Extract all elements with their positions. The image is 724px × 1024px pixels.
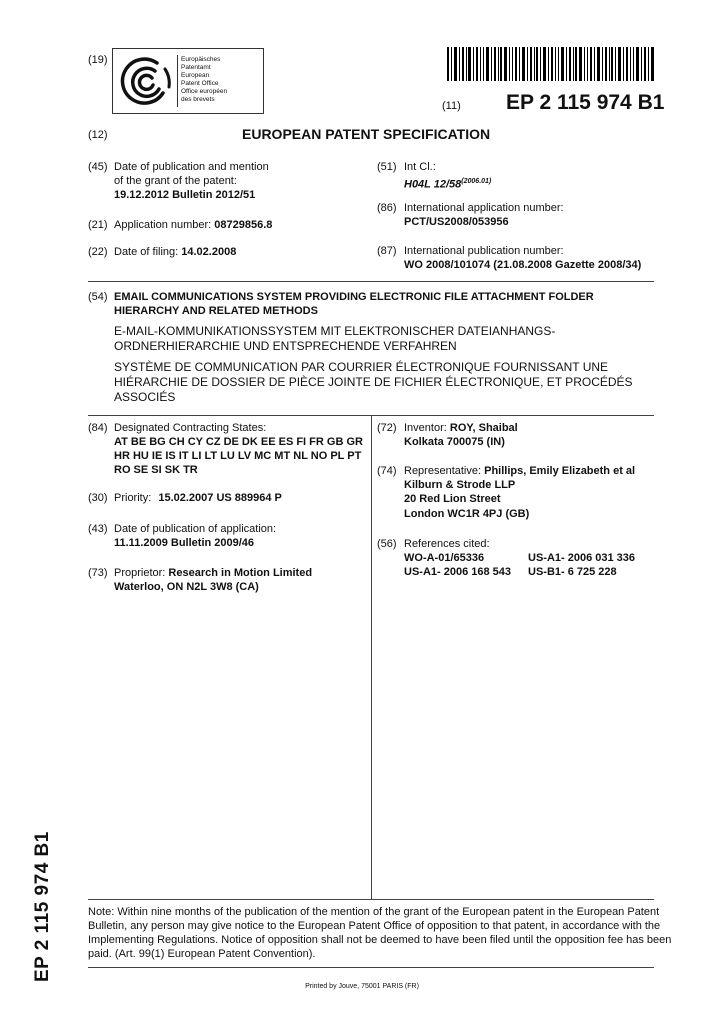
code-43: (43) bbox=[88, 523, 108, 535]
filing-date-label: Date of filing: bbox=[114, 246, 179, 258]
reference-cited: US-A1- 2006 031 336 bbox=[528, 552, 636, 564]
intl-application-label: International application number: bbox=[404, 202, 564, 214]
priority-value: 15.02.2007 US 889964 P bbox=[158, 492, 282, 504]
code-19: (19) bbox=[88, 54, 108, 66]
opposition-note-line: paid. (Art. 99(1) European Patent Convention). bbox=[88, 948, 316, 960]
reference-cited: US-A1- 2006 168 543 bbox=[404, 566, 512, 578]
code-45: (45) bbox=[88, 161, 108, 173]
code-30: (30) bbox=[88, 492, 108, 504]
application-publication-label: Date of publication of application: bbox=[114, 523, 277, 535]
code-54: (54) bbox=[88, 291, 108, 303]
int-cl-value: H04L 12/58 bbox=[404, 178, 462, 191]
epo-logo-icon bbox=[119, 53, 177, 111]
priority-label: Priority: bbox=[114, 492, 152, 504]
code-87: (87) bbox=[377, 245, 397, 257]
office-name-line: European bbox=[181, 72, 210, 79]
code-11: (11) bbox=[442, 100, 461, 112]
representative-address-line: 20 Red Lion Street bbox=[404, 493, 501, 505]
printer-footer: Printed by Jouve, 75001 PARIS (FR) bbox=[305, 983, 419, 990]
designated-states-label: Designated Contracting States: bbox=[114, 422, 267, 434]
code-12: (12) bbox=[88, 129, 108, 141]
divider bbox=[88, 899, 654, 900]
divider bbox=[88, 967, 654, 968]
grant-mention-label: Date of publication and mention bbox=[114, 161, 269, 173]
filing-date: 14.02.2008 bbox=[181, 246, 237, 258]
application-number-label: Application number: bbox=[114, 219, 212, 231]
designated-states-line: AT BE BG CH CY CZ DE DK EE ES FI FR GB GR bbox=[114, 436, 363, 448]
application-number: 08729856.8 bbox=[214, 219, 273, 231]
representative-label: Representative: bbox=[404, 465, 482, 477]
epo-logo bbox=[112, 48, 264, 114]
designated-states-line: HR HU IE IS IT LI LT LU LV MC MT NL NO PL PT bbox=[114, 450, 362, 462]
opposition-note-line: Bulletin, any person may give notice to the European Patent Office of opposition to that patent, in accordance with the bbox=[88, 920, 661, 932]
representative-address-line: Kilburn & Strode LLP bbox=[404, 479, 516, 491]
title-de-line: ORDNERHIERARCHIE UND ENTSPRECHENDE VERFAHREN bbox=[114, 339, 457, 353]
code-72: (72) bbox=[377, 422, 397, 434]
representative-name: Phillips, Emily Elizabeth et al bbox=[484, 465, 636, 477]
reference-cited: WO-A-01/65336 bbox=[404, 552, 485, 564]
title-en-line: EMAIL COMMUNICATIONS SYSTEM PROVIDING ELECTRONIC FILE ATTACHMENT FOLDER bbox=[114, 291, 594, 303]
int-cl-version: (2006.01) bbox=[461, 178, 492, 185]
int-cl-label: Int Cl.: bbox=[404, 161, 436, 173]
code-74: (74) bbox=[377, 465, 397, 477]
opposition-note-line: Note: Within nine months of the publication of the mention of the grant of the European patent in the European Patent bbox=[88, 906, 660, 918]
inventor-name: ROY, Shaibal bbox=[449, 422, 518, 434]
divider bbox=[88, 281, 654, 282]
intl-publication-label: International publication number: bbox=[404, 245, 564, 257]
title-fr-line: SYSTÈME DE COMMUNICATION PAR COURRIER ÉLECTRONIQUE FOURNISSANT UNE bbox=[114, 360, 609, 374]
document-title: EUROPEAN PATENT SPECIFICATION bbox=[242, 126, 491, 142]
code-73: (73) bbox=[88, 567, 108, 579]
proprietor-name: Research in Motion Limited bbox=[168, 567, 313, 579]
title-fr-line: HIÉRARCHIE DE DOSSIER DE PIÈCE JOINTE DE FICHIER ÉLECTRONIQUE, ET PROCÉDÉS bbox=[114, 375, 633, 389]
code-56: (56) bbox=[377, 538, 397, 550]
representative-address-line: London WC1R 4PJ (GB) bbox=[404, 508, 530, 520]
office-name-line: Patent Office bbox=[181, 80, 219, 87]
grant-date-bulletin: 19.12.2012 Bulletin 2012/51 bbox=[114, 189, 256, 201]
barcode bbox=[447, 47, 655, 81]
reference-cited: US-B1- 6 725 228 bbox=[528, 566, 617, 578]
application-publication-value: 11.11.2009 Bulletin 2009/46 bbox=[114, 537, 255, 549]
inventor-address: Kolkata 700075 (IN) bbox=[404, 436, 505, 448]
code-86: (86) bbox=[377, 202, 397, 214]
code-22: (22) bbox=[88, 246, 108, 258]
side-publication-number: EP 2 115 974 B1 bbox=[32, 831, 53, 982]
proprietor-label: Proprietor: bbox=[114, 567, 166, 579]
opposition-note-line: Implementing Regulations. Notice of opposition shall not be deemed to have been filed until the opposition fee has been bbox=[88, 934, 672, 946]
title-en-line: HIERARCHY AND RELATED METHODS bbox=[114, 305, 318, 317]
office-name-line: Europäisches bbox=[181, 56, 221, 63]
title-de-line: E-MAIL-KOMMUNIKATIONSSYSTEM MIT ELEKTRONISCHER DATEIANHANGS- bbox=[114, 324, 556, 338]
code-84: (84) bbox=[88, 422, 108, 434]
publication-number: EP 2 115 974 B1 bbox=[506, 91, 665, 114]
references-label: References cited: bbox=[404, 538, 490, 550]
code-51: (51) bbox=[377, 161, 397, 173]
title-fr-line: ASSOCIÉS bbox=[114, 390, 176, 404]
office-name-line: Office européen bbox=[181, 88, 228, 95]
inventor-label: Inventor: bbox=[404, 422, 447, 434]
proprietor-address: Waterloo, ON N2L 3W8 (CA) bbox=[114, 581, 259, 593]
office-name-line: des brevets bbox=[181, 96, 215, 103]
designated-states-line: RO SE SI SK TR bbox=[114, 464, 198, 476]
intl-publication-number: WO 2008/101074 (21.08.2008 Gazette 2008/34) bbox=[404, 259, 642, 271]
code-21: (21) bbox=[88, 219, 108, 231]
column-divider bbox=[371, 415, 372, 899]
grant-mention-label-2: of the grant of the patent: bbox=[114, 175, 237, 187]
office-name-line: Patentamt bbox=[181, 64, 211, 71]
intl-application-number: PCT/US2008/053956 bbox=[404, 216, 509, 228]
